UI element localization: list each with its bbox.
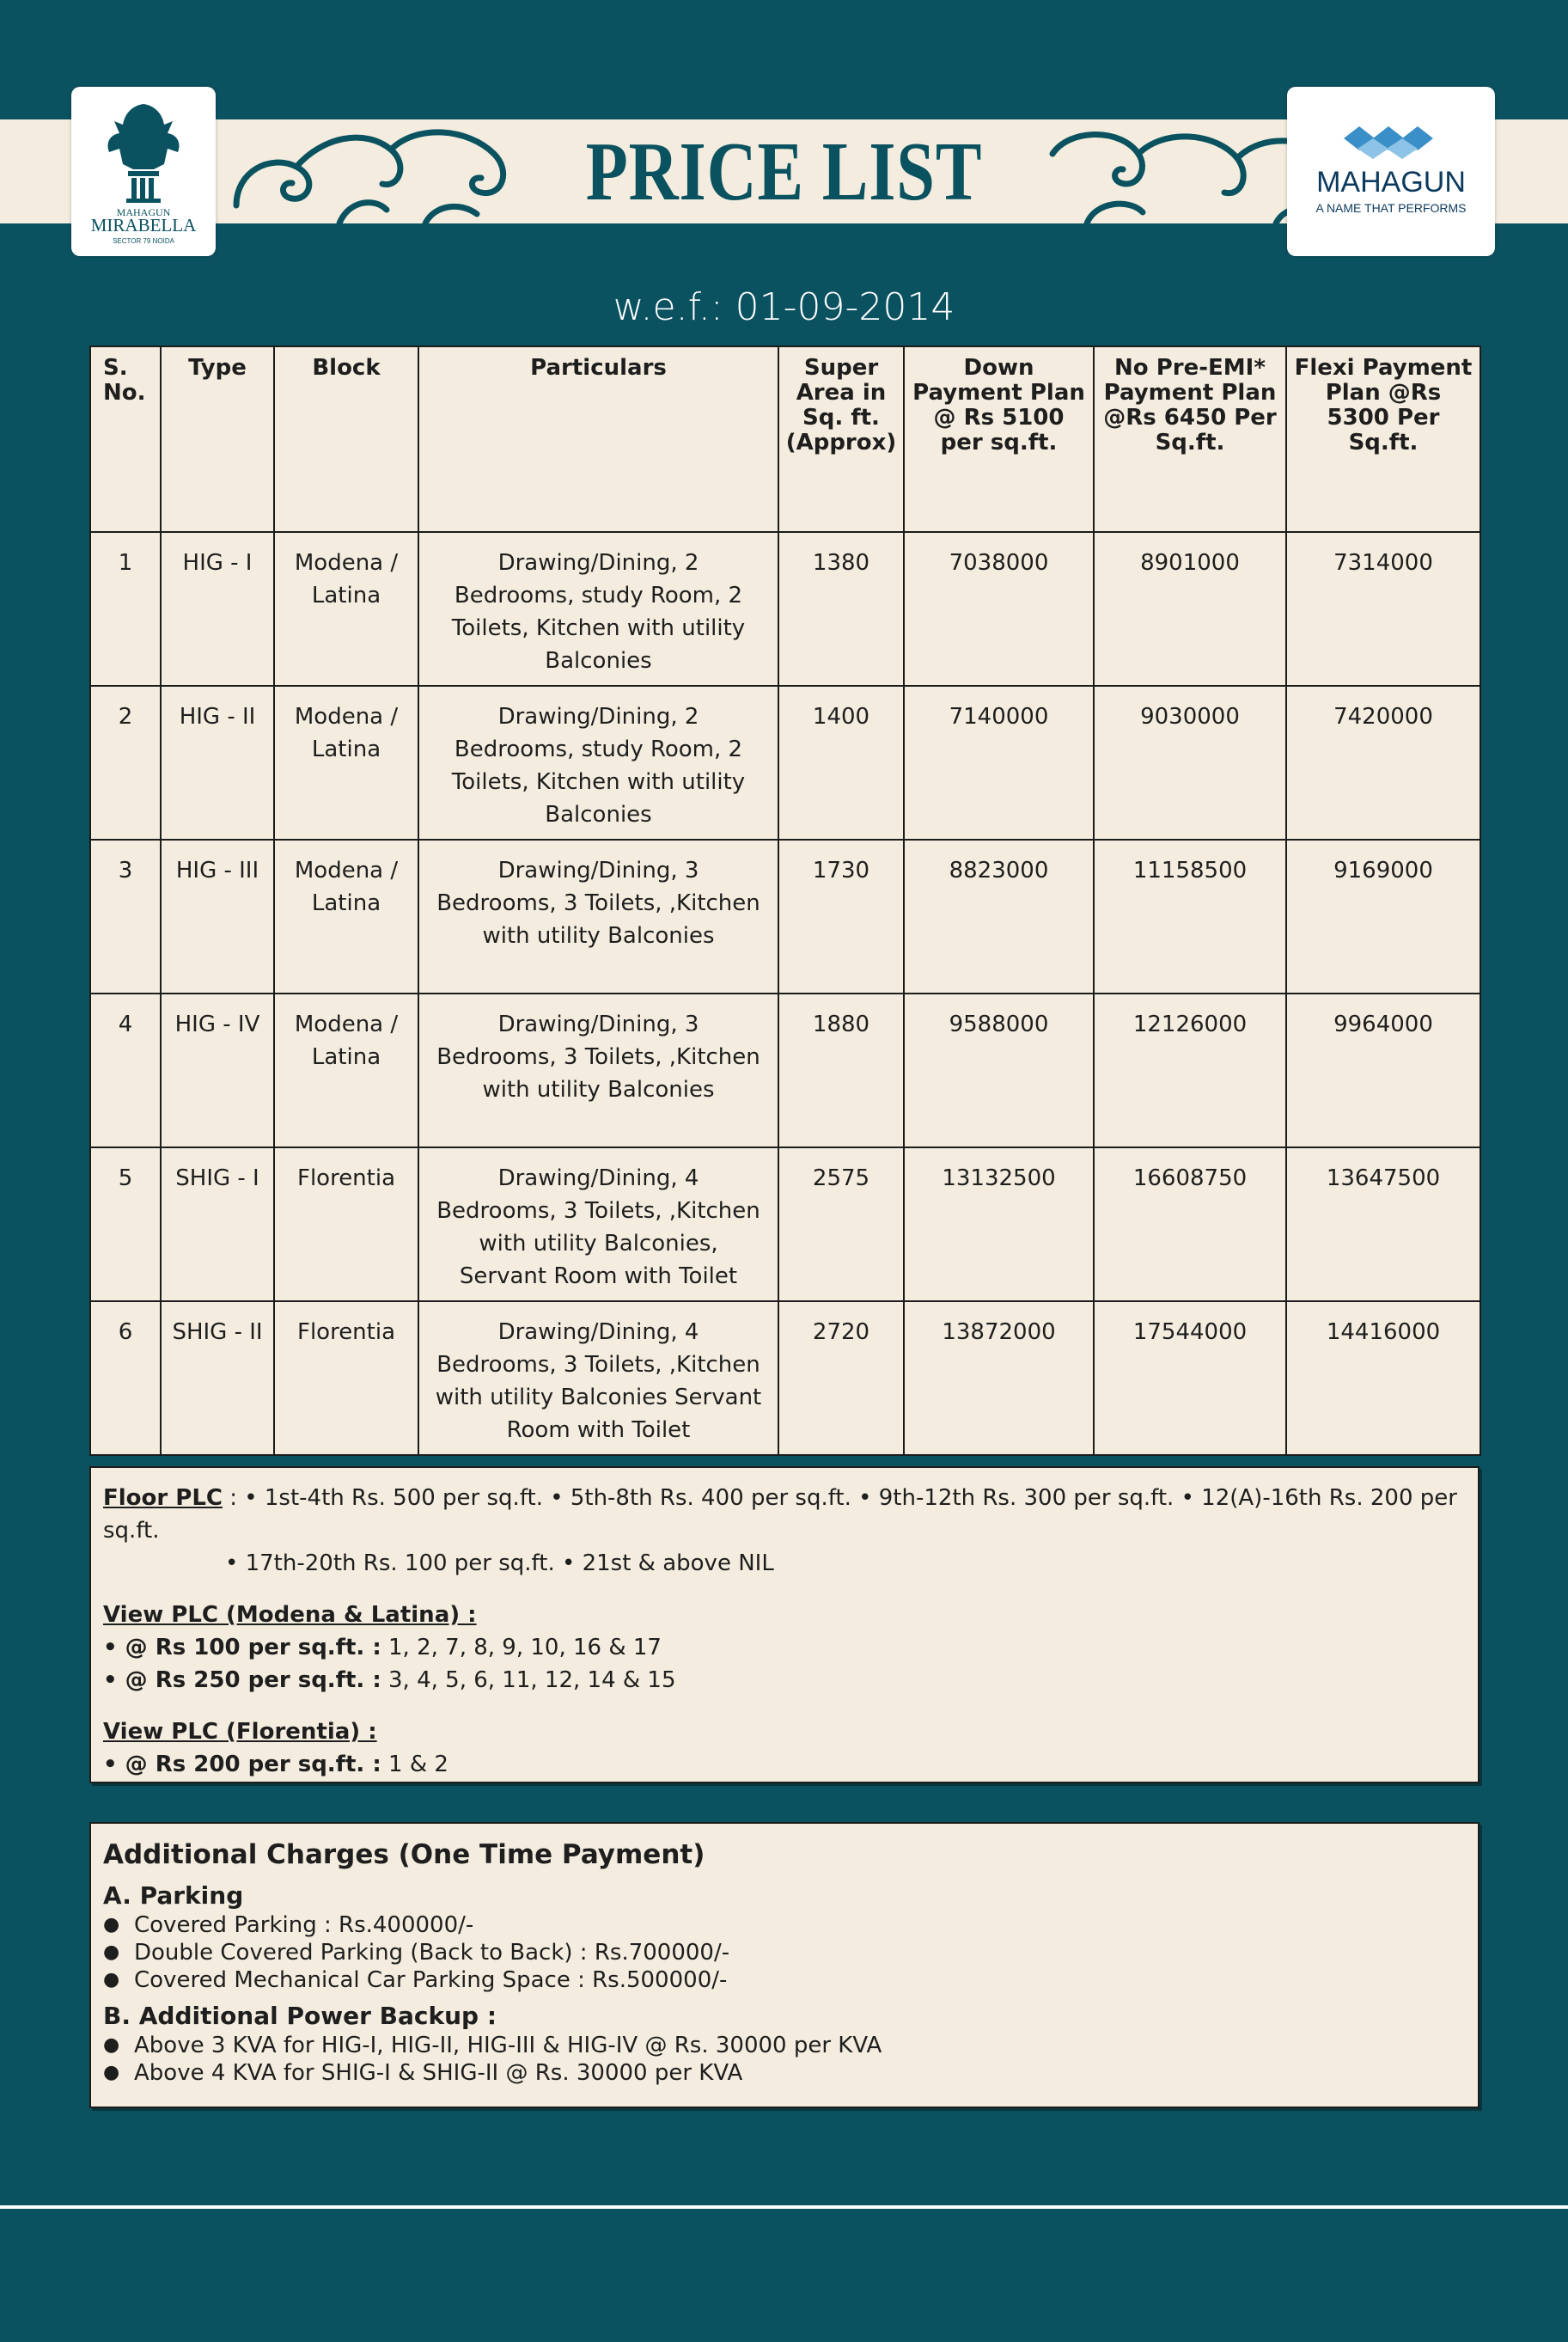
row-sno: 1 — [90, 532, 161, 686]
row-block: Florentia — [274, 1147, 418, 1301]
row-no-pre-emi: 17544000 — [1094, 1301, 1286, 1455]
row-down-payment: 13872000 — [904, 1301, 1094, 1455]
row-particulars: Drawing/Dining, 2 Bedrooms, study Room, 2 Toilets, Kitchen with utility Balconies — [418, 686, 778, 840]
row-no-pre-emi: 12126000 — [1094, 994, 1286, 1147]
list-item: ● Double Covered Parking (Back to Back) : Rs.700000/- — [103, 1940, 730, 1966]
table-row — [90, 686, 1480, 840]
col-sno: S. No. — [90, 346, 161, 532]
list-item: ● Covered Mechanical Car Parking Space : Rs.500000/- — [103, 1967, 728, 1993]
left-logo-name: MIRABELLA — [90, 215, 197, 235]
parking-title: A. Parking — [103, 1881, 244, 1910]
row-sno: 4 — [90, 994, 161, 1147]
col-flexi: Flexi Payment Plan @Rs 5300 Per Sq.ft. — [1286, 346, 1480, 532]
row-flexi: 9169000 — [1286, 840, 1480, 994]
row-block: Modena / Latina — [274, 686, 418, 840]
row-area: 1380 — [778, 532, 904, 686]
table-row — [90, 1147, 1480, 1301]
row-type: HIG - II — [161, 686, 274, 840]
row-particulars: Drawing/Dining, 3 Bedrooms, 3 Toilets, ,Kitchen with utility Balconies — [418, 840, 778, 994]
list-item: ● Covered Parking : Rs.400000/- — [103, 1912, 474, 1938]
row-flexi: 7420000 — [1286, 686, 1480, 840]
row-sno: 3 — [90, 840, 161, 994]
table-row — [90, 532, 1480, 686]
right-logo-tagline: A NAME THAT PERFORMS — [1315, 201, 1467, 215]
view-plc-modena-item: • @ Rs 100 per sq.ft. : 1, 2, 7, 8, 9, 10, 16 & 17 — [103, 1635, 662, 1660]
table-row — [90, 840, 1480, 994]
row-block: Modena / Latina — [274, 994, 418, 1147]
row-particulars: Drawing/Dining, 3 Bedrooms, 3 Toilets, ,Kitchen with utility Balconies — [418, 994, 778, 1147]
row-no-pre-emi: 11158500 — [1094, 840, 1286, 994]
row-down-payment: 13132500 — [904, 1147, 1094, 1301]
row-area: 1400 — [778, 686, 904, 840]
floor-plc-line1 — [103, 1482, 1466, 1547]
plc-box — [89, 1466, 1480, 1783]
table-row — [90, 1301, 1480, 1455]
row-block: Modena / Latina — [274, 840, 418, 994]
row-area: 1880 — [778, 994, 904, 1147]
row-down-payment: 9588000 — [904, 994, 1094, 1147]
table-header-row — [90, 346, 1480, 532]
price-table — [89, 345, 1481, 1456]
left-logo-brand: MAHAGUN — [116, 206, 171, 218]
view-plc-florentia-title: View PLC (Florentia) : — [103, 1719, 377, 1745]
row-flexi: 14416000 — [1286, 1301, 1480, 1455]
power-backup-title: B. Additional Power Backup : — [103, 2002, 497, 2030]
row-flexi: 7314000 — [1286, 532, 1480, 686]
row-no-pre-emi: 9030000 — [1094, 686, 1286, 840]
row-particulars: Drawing/Dining, 4 Bedrooms, 3 Toilets, ,Kitchen with utility Balconies Servant Room with Toilet — [418, 1301, 778, 1455]
floor-plc-line2: • 17th-20th Rs. 100 per sq.ft. • 21st & above NIL — [225, 1550, 774, 1576]
footer-divider — [0, 2205, 1568, 2209]
row-sno: 6 — [90, 1301, 161, 1455]
page-title: PRICE LIST — [585, 125, 983, 218]
row-down-payment: 7038000 — [904, 532, 1094, 686]
row-type: SHIG - I — [161, 1147, 274, 1301]
additional-charges-title: Additional Charges (One Time Payment) — [103, 1839, 705, 1870]
row-type: HIG - I — [161, 532, 274, 686]
col-area: Super Area in Sq. ft. (Approx) — [778, 346, 904, 532]
row-type: SHIG - II — [161, 1301, 274, 1455]
row-down-payment: 8823000 — [904, 840, 1094, 994]
list-item: ● Above 4 KVA for SHIG-I & SHIG-II @ Rs. 30000 per KVA — [103, 2060, 743, 2086]
table-row — [90, 994, 1480, 1147]
list-item: ● Above 3 KVA for HIG-I, HIG-II, HIG-III & HIG-IV @ Rs. 30000 per KVA — [103, 2033, 882, 2058]
col-particulars: Particulars — [418, 346, 778, 532]
right-logo-brand: MAHAGUN — [1316, 166, 1466, 199]
view-plc-florentia-item: • @ Rs 200 per sq.ft. : 1 & 2 — [103, 1752, 448, 1777]
row-down-payment: 7140000 — [904, 686, 1094, 840]
floor-plc-label: Floor PLC — [103, 1485, 223, 1511]
row-no-pre-emi: 8901000 — [1094, 532, 1286, 686]
row-no-pre-emi: 16608750 — [1094, 1147, 1286, 1301]
row-block: Modena / Latina — [274, 532, 418, 686]
view-plc-modena-title: View PLC (Modena & Latina) : — [103, 1602, 477, 1628]
row-area: 2575 — [778, 1147, 904, 1301]
row-flexi: 9964000 — [1286, 994, 1480, 1147]
row-particulars: Drawing/Dining, 2 Bedrooms, study Room, 2 Toilets, Kitchen with utility Balconies — [418, 532, 778, 686]
row-type: HIG - III — [161, 840, 274, 994]
left-logo-sub: SECTOR 79 NOIDA — [113, 237, 174, 245]
row-flexi: 13647500 — [1286, 1147, 1480, 1301]
effective-date: w.e.f.: 01-09-2014 — [613, 285, 955, 329]
row-sno: 2 — [90, 686, 161, 840]
view-plc-modena-item: • @ Rs 250 per sq.ft. : 3, 4, 5, 6, 11, 12, 14 & 15 — [103, 1667, 676, 1693]
col-block: Block — [274, 346, 418, 532]
floor-plc-text1: : • 1st-4th Rs. 500 per sq.ft. • 5th-8th Rs. 400 per sq.ft. • 9th-12th Rs. 300 per sq.ft. • 12(A)-16th Rs. 200 per sq.ft. — [103, 1485, 1457, 1544]
row-sno: 5 — [90, 1147, 161, 1301]
row-block: Florentia — [274, 1301, 418, 1455]
col-no-pre-emi: No Pre-EMI* Payment Plan @Rs 6450 Per Sq.ft. — [1094, 346, 1286, 532]
additional-charges-box — [89, 1822, 1480, 2108]
row-area: 2720 — [778, 1301, 904, 1455]
row-type: HIG - IV — [161, 994, 274, 1147]
col-type: Type — [161, 346, 274, 532]
row-area: 1730 — [778, 840, 904, 994]
col-down-payment: Down Payment Plan @ Rs 5100 per sq.ft. — [904, 346, 1094, 532]
row-particulars: Drawing/Dining, 4 Bedrooms, 3 Toilets, ,Kitchen with utility Balconies, Servant Room with Toilet — [418, 1147, 778, 1301]
